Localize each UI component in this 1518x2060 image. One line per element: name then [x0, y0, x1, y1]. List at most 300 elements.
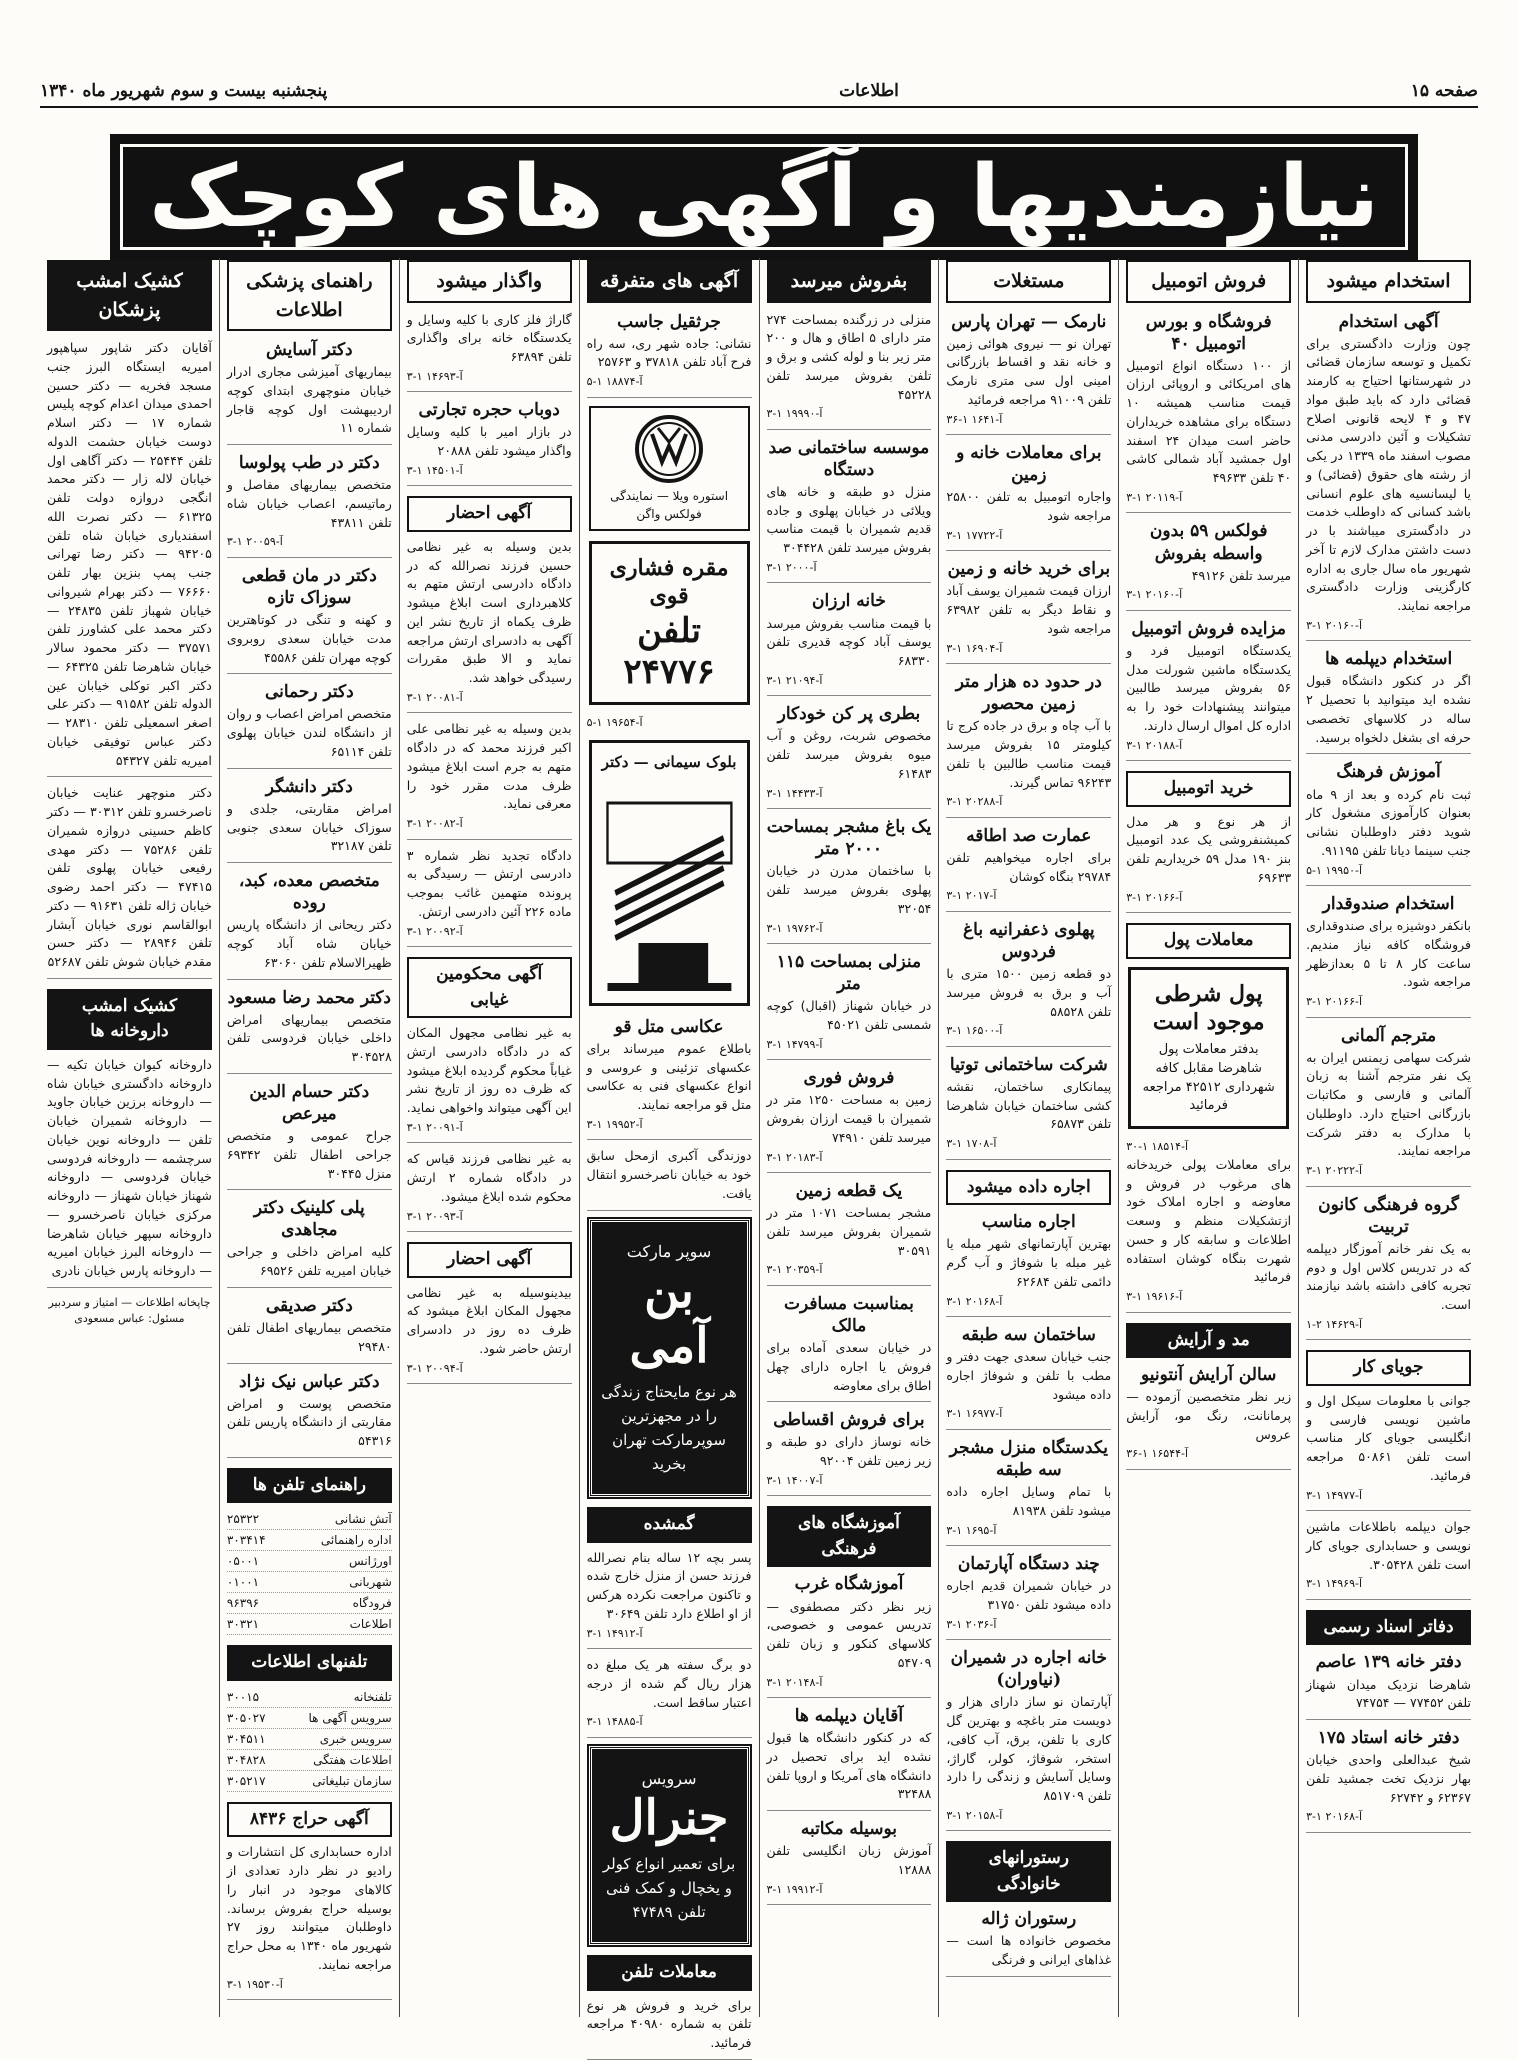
ad-body: با تمام وسایل اجاره داده میشود تلفن ۸۱۹۳۸ [946, 1484, 1112, 1518]
ad-body: و کهنه و تنگی در کوتاهترین مدت خیابان سعدی روبروی کوچه مهران تلفن ۴۵۵۸۶ [226, 612, 392, 665]
classified-ad [1126, 520, 1291, 610]
newspaper-name: اطلاعات [839, 81, 899, 101]
ad-code: آ-۲۰۱۶۰ ۱-۳ [1126, 588, 1183, 602]
classified-ad [587, 311, 752, 398]
ad-body: ثبت نام کرده و بعد از ۹ ماه بعنوان کارآموزی مشغول کار شوید دفتر داوطلبان نشانی جنب سینما دیانا تلفن ۹۱۱۹۵. [1306, 786, 1471, 858]
phone-row [227, 1614, 392, 1635]
ad-body: بیماریهای آمیزشی مجاری ادرار خیابان منوچهری ابتدای کوچه اردیبهشت اول کوچه قاجار شماره ۱۱ [226, 364, 392, 436]
subheader-ettelaat-phones: تلفنهای اطلاعات [227, 1645, 392, 1681]
ad-title: گروه فرهنگی کانون تربیت [1318, 1194, 1459, 1237]
classified-ad [227, 1197, 392, 1288]
ad-body: زیر نظر متخصصین آزموده — پرمانانت، رنگ مو، آرایش عروس [1126, 1389, 1292, 1442]
ad-body: دو برگ سفته هر یک مبلغ ده هزار ریال گم شده از درجه اعتبار ساقط است. [586, 1657, 752, 1710]
ad-body: گاراژ فلز کاری با کلیه وسایل و یکدستگاه خانه برای واگذاری تلفن ۶۳۸۹۴ [406, 311, 572, 364]
ad-body: پیمانکاری ساختمان، نقشه کشی ساختمان خیابان شاهرضا تلفن ۶۵۸۷۳ [946, 1078, 1112, 1132]
ad-body: دکتر ریحانی از دانشگاه پاریس خیابان شاه آباد کوچه ظهیرالاسلام تلفن ۶۳۰۶۰ [226, 917, 392, 970]
ad-title: ساختمان سه طبقه [961, 1325, 1096, 1346]
classified-ad [227, 1843, 392, 2000]
classified-ad [407, 1150, 572, 1232]
ad-code: آ-۱۴۵۰۱ ۱-۳ [406, 463, 463, 477]
ad-body: مخصوص خانواده ها است — غذاهای ایرانی و فرنگی [946, 1933, 1112, 1968]
ad-code: آ-۲۰۲۲۲ ۱-۳ [1306, 1164, 1363, 1178]
classified-ad [407, 311, 572, 393]
phone-name: اطلاعات [349, 1617, 392, 1632]
ad-title: چند دستگاه آپارتمان [957, 1554, 1100, 1575]
classified-ad [227, 1081, 392, 1190]
money-box-code: آ-۱۸۵۱۴ ۱-۳۰ [1126, 1140, 1189, 1154]
phone-row [227, 1729, 392, 1750]
ad-code: آ-۲۰۱۸۳ ۱-۳ [766, 1150, 823, 1164]
ad-code: آ-۱۴۹۷۷ ۱-۳ [1306, 1488, 1363, 1502]
ad-body: که در کنکور دانشگاه ها قبول نشده اید برای تحصیل در دانشگاه های آمریکا و اروپا تلفن ۳۲۴۸۸ [766, 1730, 932, 1802]
classified-ad [946, 1437, 1111, 1546]
classified-ad [946, 1553, 1111, 1640]
ad-body: داروخانه کیوان خیابان تکیه — داروخانه دادگستری خیابان شاه — داروخانه برزین خیابان جاوید — داروخانه شمیران خیابان تلفن — داروخانه نوین خیابان سرچشمه — داروخانه فردوسی خیابان فردوسی — داروخانه شهناز خیابان شهناز — داروخانه مرکزی خیابان ناصرخسرو — داروخانه سپهر خیابان شاهرضا — داروخانه البرز خیابان امیریه — داروخانه پارس خیابان نادری [47, 1056, 212, 1278]
ad-code: آ-۲۰۱۸۸ ۱-۳ [1126, 738, 1183, 752]
lost-ads [587, 1549, 752, 1738]
graphic-caption: بلوک سیمانی — دکتر [601, 752, 737, 771]
ad-body: در خیابان سعدی آماده برای فروش یا اجاره دارای چهل اطاق برای معاوضه [766, 1340, 932, 1393]
ad-code: آ-۱۶۹۰۴ ۱-۳ [946, 641, 1003, 655]
classified-ad [1306, 893, 1471, 1018]
phone-number: ۳۰۴۸۲۸ [226, 1752, 266, 1767]
subheader-summons-2: آگهی احضار [407, 1242, 572, 1278]
classified-ad [47, 339, 212, 777]
ad-title: جرثقیل جاسب [617, 311, 721, 332]
classified-ad [767, 1705, 932, 1811]
on-duty-pharmacy-ads [47, 1056, 212, 1288]
classifieds-masthead [110, 134, 1418, 260]
ad-title: دکتر رحمانی [264, 682, 354, 703]
on-duty-doctor-ads [47, 339, 212, 979]
ad-code: آ-۱۹۵۳۰ ۱-۳ [226, 1977, 283, 1991]
subheader-auction: آگهی حراج ۸۴۳۶ [227, 1802, 392, 1838]
money-box-line3: بدفتر معاملات پول شاهرضا مقابل کافه شهرداری ۴۲۵۱۲ مراجعه فرمائید [1142, 1041, 1275, 1114]
ettelaat-phone-list [227, 1687, 392, 1792]
column-on-duty [40, 258, 219, 2017]
ad-body: جراح عمومی و متخصص جراحی اطفال تلفن ۶۹۳۴۲ منزل ۳۰۴۴۵ [226, 1128, 392, 1181]
classified-ad [946, 1211, 1111, 1317]
ad-code: آ-۱۴۴۳۳ ۱-۳ [766, 786, 823, 800]
ad-body: میرسد تلفن ۴۹۱۲۶ [1191, 567, 1292, 583]
subheader-lost: گمشده [587, 1507, 752, 1543]
ad-body: متخصص پوست و امراض مقاربتی از دانشگاه پاریس تلفن ۵۴۳۱۶ [226, 1395, 392, 1449]
ad-code: آ-۲۰۱۶۶ ۱-۳ [1126, 890, 1183, 904]
ad-body: یکدستگاه اتومبیل فرد و یکدستگاه ماشین شورلت مدل ۵۶ بفروش میرسد طالبین میتوانند پیشنهادات خود را به اداره کل اموال ارسال دارند. [1126, 642, 1292, 733]
phone-row [227, 1750, 392, 1771]
ad-title: عمارت صد اطاقه [966, 825, 1092, 846]
column-real-estate [938, 258, 1118, 2017]
ad-title: پهلوی ذعفرانیه باغ فردوس [963, 919, 1095, 962]
ad-code: آ-۱۴۶۹۳ ۱-۳ [406, 369, 463, 383]
car-ads [1126, 311, 1291, 762]
phone-row [227, 1708, 392, 1729]
classified-ad [407, 1284, 572, 1385]
ad-title: برای خرید خانه و زمین [947, 559, 1111, 580]
columns-container [40, 258, 1478, 2051]
ad-body: خانه نوساز دارای دو طبقه و زیر زمین تلفن ۹۲۰۰۴ [766, 1434, 932, 1469]
ad-title: منزلی بمساحت ۱۱۵ متر [776, 952, 922, 995]
ad-body: پسر بچه ۱۲ ساله بنام نصرالله فرزند حسن از منزل خارج شده و تاکنون مراجعت نکرده هرکس از او اطلاع دارد تلفن ۳۰۶۴۹ [586, 1549, 752, 1621]
phone-number: ۳۰۳۴۱۴ [226, 1533, 266, 1548]
classified-ad [407, 720, 572, 839]
ad-body: با آب چاه و برق در جاده کرج تا کیلومتر ۱۵ بفروش میرسد قیمت مناسب طالبین با تلفن ۹۶۲۴۳ تماس گیرند. [946, 718, 1112, 790]
ad-title: اجاره مناسب [981, 1212, 1076, 1233]
restaurant-ads [946, 1908, 1111, 1977]
ad-code: آ-۲۰۰۹۳ ۱-۳ [406, 1209, 463, 1223]
ad-body: برای خرید و فروش هر نوع تلفن به شماره ۴۰۹۸۰ مراجعه فرمائید. [586, 1997, 752, 2051]
ad-body: به غیر نظامی مجهول المکان که در دادگاه دادرسی ارتش غیاباً محکوم گردیده ابلاغ میشود که ظرف ده روز از تاریخ نشر این آگهی میتواند واخواهی نماید. [406, 1025, 572, 1116]
classified-ad [1306, 648, 1471, 754]
classified-ad [227, 681, 392, 768]
ad-title: آقایان دیپلمه ها [794, 1706, 904, 1727]
employment-ads [1306, 311, 1471, 1341]
ad-code: آ-۲۰۰۰ ۱-۳ [766, 560, 817, 574]
ad-title: نارمک — تهران پارس [951, 311, 1107, 332]
phone-name: سازمان تبلیغاتی [312, 1773, 392, 1788]
classified-ad [946, 442, 1111, 551]
phone-row [227, 1509, 392, 1530]
ad-body: به غیر نظامی فرزند قیاس که در دادگاه شماره ۲ ارتش محکوم شده ابلاغ میشود. [406, 1151, 572, 1204]
press-ad-line2: تلفن ۲۴۷۷۶ [623, 610, 715, 692]
imprint-line: چاپخانه اطلاعات — امتیاز و سردبیر مسئول: عباس مسعودی [48, 1295, 211, 1326]
classified-ad [1306, 761, 1471, 886]
classified-ad [946, 311, 1111, 436]
ad-code: آ-۲۰۱۱۹ ۱-۳ [1126, 490, 1183, 504]
money-box-ad [1128, 967, 1289, 1130]
subheader-notary-offices: دفاتر اسناد رسمی [1306, 1610, 1471, 1646]
ad-body: متخصص بیماریهای امراض داخلی خیابان فردوسی تلفن ۳۰۴۵۲۸ [226, 1011, 392, 1065]
phone-name: آتش نشانی [334, 1512, 392, 1527]
classified-ad [1306, 1194, 1471, 1341]
ad-title: دکتر عباس نیک نژاد [239, 1371, 380, 1392]
car-buy-ads [1126, 813, 1291, 914]
cement-block-graphic-ad [589, 740, 750, 1006]
ad-code: آ-۱۶۹۷۷ ۱-۳ [946, 1407, 1003, 1421]
ad-title: یک قطعه زمین [795, 1181, 903, 1202]
classified-ad [946, 1054, 1111, 1160]
phone-guide-list [227, 1509, 392, 1635]
classified-ad [946, 825, 1111, 912]
column-header-employment: استخدام میشود [1306, 260, 1471, 303]
ad-body: متخصص بیماریهای مفاصل و رماتیسم، اعصاب خیابان شاه تلفن ۴۳۸۱۱ [226, 477, 392, 530]
classified-ad [407, 399, 572, 486]
subheader-condemned: آگهی محکومین غیابی [407, 957, 572, 1018]
ad-code: آ-۲۱۰۹۴ ۱-۳ [766, 673, 823, 687]
ad-body: زیر نظر دکتر مصطفوی — تدریس عمومی و خصوصی، کلاسهای کنکور و زبان تلفن ۵۴۷۰۹ [766, 1598, 932, 1670]
ad-code: آ-۱۸۸۷۴ ۱-۵ [586, 375, 643, 389]
classified-ad [946, 1908, 1111, 1977]
phone-number: ۲۵۳۲۲ [226, 1512, 260, 1527]
ad-body: با قیمت مناسب بفروش میرسد یوسف آباد کوچه قدیری تلفن ۶۸۳۳۰ [766, 615, 932, 669]
classified-ad [407, 1024, 572, 1143]
ad-body: بیدینوسیله به غیر نظامی مجهول المکان ابلاغ میشود که ظرف ده روز در دادسرای ارتش حاضر شود. [406, 1284, 572, 1356]
ad-code: آ-۱۴۷۹۹ ۱-۳ [766, 1037, 823, 1051]
classified-ad [587, 1549, 752, 1650]
general-service-line1: سرویس [641, 1768, 697, 1788]
misc-ads-2 [587, 1016, 752, 1211]
ad-title: موسسه ساختمانی صد دستگاه [768, 437, 930, 480]
money-ad-2-code: آ-۱۹۶۱۶ ۱-۳ [1126, 1290, 1183, 1304]
ad-body: جنب خیابان سعدی جهت دفتر و مطب با تلفن و شوفاژ اجاره داده میشود [946, 1349, 1112, 1402]
ad-title: دکتر حسام الدین میرعص [249, 1081, 370, 1124]
misc-ads [587, 311, 752, 398]
ad-title: بوسیله مکاتبه [800, 1819, 898, 1840]
subheader-phone-guide: راهنمای تلفن ها [227, 1468, 392, 1504]
subheader-job-seekers: جویای کار [1306, 1350, 1471, 1386]
vw-caption: استوره ویلا — نمایندگی فولکس واگن [610, 488, 729, 521]
ad-body: مشجر بمساحت ۱۰۷۱ متر در شمیران بفروش میرسد تلفن ۳۰۵۹۱ [766, 1205, 932, 1258]
ad-code: آ-۱۴۹۶۹ ۱-۳ [1306, 1577, 1363, 1591]
subheader-summons: آگهی احضار [407, 496, 572, 532]
classified-ad [587, 1147, 752, 1210]
ad-body: اداره حسابداری کل انتشارات و رادیو در نظر دارد تعدادی از کالاهای موجود در انبار را بوسیله حراج بفروش برساند. داوطلبان میتوانند روز ۲۷ شهریور ماه ۱۳۴۰ به محل حراج مراجعه نمایند. [226, 1844, 392, 1972]
subheader-on-duty-pharmacies: کشیک امشب داروخانه ها [47, 989, 212, 1050]
press-ad-code: آ-۱۹۶۵۴ ۱-۵ [586, 716, 643, 730]
classified-ad [1126, 1364, 1291, 1470]
ad-code: آ-۲۰۱۶۸ ۱-۳ [946, 1294, 1003, 1308]
school-ads [767, 1573, 932, 1905]
classified-ad [767, 1180, 932, 1286]
ad-code: آ-۲۰۲۸۸ ۱-۳ [946, 795, 1003, 809]
doctor-ads [227, 339, 392, 1458]
ad-title: مزایده فروش اتومبیل [1131, 618, 1286, 639]
ad-body: باطلاع عموم میرساند برای عکسهای تزئینی و عروسی و انواع عکسهای فنی به عکاسی متل قو مراجعه نمایند. [586, 1040, 752, 1113]
ad-code: آ-۱۶۴۱ ۱-۳۶ [946, 412, 1003, 426]
phone-row [227, 1593, 392, 1614]
column-header-cars: فروش اتومبیل [1126, 260, 1291, 303]
ad-title: برای فروش اقساطی [773, 1410, 925, 1431]
phone-row [227, 1687, 392, 1708]
classified-ad [47, 784, 212, 979]
ad-code: آ-۲۰۱۵۸ ۱-۳ [946, 1808, 1003, 1822]
subheader-money-deals: معاملات پول [1126, 923, 1291, 959]
phone-number: ۳۰۳۲۱ [226, 1617, 260, 1632]
issue-date: پنجشنبه بیست و سوم شهریور ماه ۱۳۴۰ [40, 81, 328, 101]
ad-title: استخدام صندوقدار [1322, 894, 1455, 915]
classified-ad [227, 565, 392, 674]
ad-code: آ-۲۰۰۹۲ ۱-۳ [406, 924, 463, 938]
ad-body: به یک نفر خانم آموزگار دیپلمه که در تدریس کلاس اول و دوم تجربه کافی داشته باشد نیازمند است. [1306, 1240, 1471, 1313]
supermarket-line2: بن آمی [629, 1262, 709, 1374]
ad-code: آ-۲۰۱۶۶ ۱-۳ [1306, 995, 1363, 1009]
classified-ad [767, 1409, 932, 1496]
ad-title: آموزش فرهنگ [1336, 762, 1441, 783]
column-header-transfers: واگذار میشود [407, 260, 572, 303]
classified-ad [47, 1056, 212, 1288]
ad-body: در خیابان شمیران قدیم اجاره داده میشود تلفن ۳۱۷۵۰ [946, 1578, 1112, 1612]
ad-title: دکتر محمد رضا مسعود [227, 987, 392, 1008]
classified-ad [767, 703, 932, 809]
classified-ad [1306, 1392, 1471, 1511]
ad-title: آگهی استخدام [1338, 311, 1439, 332]
ad-code: آ-۱۶۵۴۴ ۱-۳۶ [1126, 1447, 1189, 1461]
ad-body: شرکت سهامی زیمنس ایران به یک نفر مترجم آشنا به زبان آلمانی و فارسی و مکاتبات بازرگانی احتیاج دارد. داوطلبان با مدارک به دفتر شرکت مراجعه نمایند. [1306, 1049, 1471, 1159]
classified-ad [767, 311, 932, 430]
phone-number: ۰۵۰۰۱ [226, 1554, 260, 1569]
ad-title: استخدام دیپلمه ها [1324, 649, 1453, 670]
classified-ad [946, 919, 1111, 1047]
ad-title: پلی کلینیک دکتر مجاهدی [253, 1198, 365, 1241]
column-header-medical-guide: راهنمای پزشکی اطلاعات [227, 260, 392, 331]
classified-ad [227, 1371, 392, 1458]
ad-code: آ-۲۰۰۸۱ ۱-۳ [406, 690, 463, 704]
ad-title: رستوران ژاله [981, 1909, 1077, 1930]
ad-title: دکتر دانشگر [265, 776, 353, 797]
ad-body: از هر نوع و هر مدل کمیشنفروشی یک عدد اتومبیل بنز ۱۹۰ مدل ۵۹ خریداریم تلفن ۶۹۶۳۳ [1126, 813, 1292, 885]
ad-code: آ-۱۴۹۱۲ ۱-۳ [586, 1626, 643, 1640]
subheader-restaurants: رستورانهای خانوادگی [946, 1841, 1111, 1902]
ad-body: برای اجاره میخواهیم تلفن ۲۹۷۸۴ بنگاه کوشان [946, 849, 1112, 884]
ad-code: آ-۲۰۰۸۲ ۱-۳ [406, 817, 463, 831]
ad-code: آ-۲۰۱۴۸ ۱-۳ [766, 1675, 823, 1689]
column-transfers [399, 258, 579, 2017]
ad-title: دکتر آسایش [265, 340, 353, 360]
ad-title: خانه ارزان [812, 591, 886, 612]
phone-name: اداره راهنمائی [320, 1533, 392, 1548]
phone-row [227, 1572, 392, 1593]
column-misc [579, 258, 759, 2051]
column-header-on-duty-doctors: کشیک امشب پزشکان [47, 260, 212, 331]
classified-ad [767, 1067, 932, 1173]
transfer-ads [407, 311, 572, 487]
ad-body: زمین به مساحت ۱۲۵۰ متر در شمیران با قیمت ارزان بفروش میرسد تلفن ۷۴۹۱۰ [766, 1092, 932, 1145]
ad-code: آ-۱۶۹۵ ۱-۳ [946, 1523, 997, 1537]
ad-title: دکتر در مان قطعی سوزاک تازه [241, 565, 377, 609]
column-header-for-sale: بفروش میرسد [767, 260, 932, 303]
ad-title: فولکس ۵۹ بدون واسطه بفروش [1149, 521, 1268, 564]
ad-code: آ-۲۰۳۶ ۱-۳ [946, 1617, 997, 1631]
classified-ad [1306, 1025, 1471, 1187]
phone-row [227, 1530, 392, 1551]
summons-ads [407, 538, 572, 947]
ad-code: آ-۲۰۱۷ ۱-۳ [946, 889, 997, 903]
subheader-for-rent: اجاره داده میشود [946, 1170, 1111, 1206]
ad-code: آ-۱۴۰۰۷ ۱-۳ [766, 1473, 823, 1487]
press-ad-line1: مقره فشاری قوی [609, 554, 729, 610]
ad-code: آ-۲۰۰۹۱ ۱-۳ [406, 1120, 463, 1134]
page-number: صفحه ۱۵ [1410, 81, 1478, 101]
ad-body: تهران نو — نیروی هوائی زمین و خانه نقد و اقساط بازرگانی امینی اول سی متری نارمک تلفن ۹۱۰۰۹ مراجعه فرمائید [946, 335, 1112, 407]
classified-ad [227, 870, 392, 979]
phone-name: سرویس خبری [319, 1731, 392, 1746]
ad-title: یک باغ مشجر بمساحت ۲۰۰۰ متر [766, 817, 932, 860]
ad-body: دادگاه تجدید نظر شماره ۳ دادرسی ارتش — رسیدگی به پرونده متهمین غائب بموجب ماده ۲۲۶ آئین دادرسی ارتش. [406, 847, 572, 919]
condemned-ads [407, 1024, 572, 1232]
ad-code: آ-۲۰۱۶۰ ۱-۳ [1306, 618, 1363, 632]
phone-name: تلفنخانه [353, 1689, 392, 1704]
ad-title: آموزشگاه غرب [794, 1574, 904, 1595]
classified-ad [227, 1295, 392, 1364]
notary-office-ads [1306, 1651, 1471, 1832]
ad-code: آ-۲۰۳۵۹ ۱-۳ [766, 1263, 823, 1277]
ad-title: شرکت ساختمانی توتیا [949, 1054, 1108, 1075]
ad-body: جوانی با معلومات سیکل اول و ماشین نویسی فارسی و انگلیسی جویای کار مناسب است تلفن ۵۰۸۶۱ مراجعه فرمائید. [1306, 1392, 1472, 1483]
classified-ad [227, 776, 392, 863]
supermarket-line1: سوپر مارکت [626, 1241, 712, 1261]
column-medical-guide [219, 258, 399, 2017]
supermarket-line3: هر نوع مایحتاج زندگی را در مجهزترین سوپرمارکت تهران بخرید [601, 1383, 737, 1474]
ad-code: آ-۱۹۹۵۲ ۱-۳ [586, 1117, 643, 1131]
ad-title: برای معاملات خانه و زمین [956, 443, 1102, 486]
ad-body: اگر در کنکور دانشگاه قبول نشده اید میتوانید با تحصیل ۲ ساله در کلاسهای تخصصی حرفه ای بشغل دلخواه برسید. [1306, 673, 1471, 745]
ad-title: فروشگاه و بورس اتومبیل ۴۰ [1145, 311, 1272, 354]
classified-ad [1306, 1727, 1471, 1833]
vw-logo-icon [634, 414, 704, 484]
ad-body: آقایان دکتر شاپور سپاهپور امیریه ایستگاه البرز جنب مسجد فخریه — دکتر حسین احمدی میدان اعدام کوچه پلیس شماره ۱۷ — دکتر اسلام دوست خیابان حشمت الدوله تلفن ۲۵۴۴۴ — دکتر آگاهی اول خیابان لاله زار — دکتر محمد انگجی دروازه دولت تلفن ۶۱۳۲۵ — دکتر نصرت الله اسفندیاری خیابان شاه تلفن ۹۴۲۰۵ — دکتر رضا تهرانی جنب پمپ بنزین بهار تلفن ۷۶۶۶۰ — دکتر بهرام شیروانی خیابان شهباز تلفن ۲۴۸۳۵ — دکتر محمد علی کشاورز تلفن ۳۷۵۷۱ — دکتر محمود سالار خیابان شاهرضا تلفن ۶۴۳۲۵ — دکتر اکبر توکلی خیابان عین الدوله تلفن ۹۱۵۸۲ — دکتر علی اصغر اسمعیلی تلفن ۲۸۳۱۰ — دکتر عباس توفیقی خیابان امیریه تلفن ۵۴۳۲۷ [47, 340, 212, 768]
classified-ad [946, 558, 1111, 664]
building-illustration [592, 743, 747, 1003]
beauty-ads [1126, 1364, 1291, 1470]
ad-body: بدین وسیله به غیر نظامی علی اکبر فرزند محمد که در دادگاه متهم به جرم است ابلاغ میشود ظرف مدت مقرر خود را معرفی نماید. [406, 721, 572, 812]
ad-title: در حدود ده هزار متر زمین محصور [955, 672, 1102, 715]
classified-ad [1126, 618, 1291, 761]
classified-ad [1126, 311, 1291, 514]
classified-ad [227, 339, 392, 445]
phone-name: فرودگاه [352, 1596, 392, 1611]
ad-code: آ-۱۹۹۹۰ ۱-۳ [766, 407, 823, 421]
column-cars [1118, 258, 1298, 2017]
ad-body: دو قطعه زمین ۱۵۰۰ متری با آب و برق به فروش میرسد تلفن ۵۸۵۲۸ [946, 966, 1112, 1019]
auction-ads [227, 1843, 392, 2000]
ad-title: فروش فوری [803, 1068, 895, 1089]
classified-ad [407, 847, 572, 948]
general-service-line2: جنرال [609, 1789, 729, 1846]
real-estate-ads [946, 311, 1111, 1160]
ad-code: آ-۱۶۵۰۰ ۱-۳ [946, 1024, 1003, 1038]
ad-code: آ-۱۹۹۱۲ ۱-۳ [766, 1882, 823, 1896]
money-ad-2 [1126, 1156, 1291, 1313]
ad-title: یکدستگاه منزل مشجر سه طبقه [949, 1437, 1108, 1480]
column-header-misc: آگهی های متفرقه [587, 260, 752, 303]
ad-body: بانکفر دوشیزه برای صندوقداری فروشگاه کافه نیاز مندیم. ساعت کار ۸ تا ۵ بعدازظهر مراجعه شود. [1306, 918, 1471, 990]
ad-body: بدین وسیله به غیر نظامی حسین فرزند نصرالله که در دادگاه دادرسی ارتش متهم به کلاهبرداری است ابلاغ میشود ظرف یکماه از تاریخ نشر این آگهی به دادسرای ارتش مراجعه نماید و الا طبق مقررات رسیدگی خواهد شد. [406, 538, 572, 686]
classified-ad [946, 1324, 1111, 1430]
money-box-line1: پول شرطی [1154, 980, 1263, 1007]
ad-code: آ-۱۴۶۲۹ ۲-۱ [1306, 1317, 1363, 1331]
subheader-schools: آموزشگاه های فرهنگی [767, 1506, 932, 1567]
ad-title: دفتر خانه استاد ۱۷۵ [1317, 1728, 1460, 1748]
classified-ad [227, 987, 392, 1074]
classified-ad [767, 816, 932, 944]
classified-ad [767, 1293, 932, 1402]
classified-ad [587, 1997, 752, 2060]
ad-title: دکتر در طب پولوسا [238, 453, 380, 474]
classified-ad [227, 452, 392, 558]
ad-body: در خیابان شهناز (اقبال) کوچه شمسی تلفن ۴۵۰۲۱ [766, 998, 932, 1032]
ad-title: عکاسی متل قو [614, 1016, 724, 1037]
phone-number: ۰۱۰۰۱ [226, 1575, 260, 1590]
for-rent-ads [946, 1211, 1111, 1831]
ad-title: خانه اجاره در شمیران (نیاوران) [950, 1648, 1107, 1691]
classified-ad [587, 1016, 752, 1141]
job-seeker-ads [1306, 1392, 1471, 1600]
ad-code: آ-۱۴۸۸۵ ۱-۳ [586, 1715, 643, 1729]
ad-body: آپارتمان نو ساز دارای هزار و دویست متر باغچه و بهترین گل کاری با تلفن، برق، آب کافی، استخر، شوفاژ، کولر، گاراژ، وسایل آسایش و زندگی را دارد تلفن ۸۵۱۷۰۹ [946, 1694, 1112, 1804]
ad-body: بهترین آپارتمانهای شهر مبله یا غیر مبله با شوفاژ و آب گرم دائمی تلفن ۶۲۶۸۴ [946, 1236, 1112, 1289]
ad-body: آموزش زبان انگلیسی تلفن ۱۲۸۸۸ [766, 1843, 932, 1877]
phone-number: ۳۰۴۵۱۱ [226, 1731, 266, 1746]
phone-deal-ads [587, 1997, 752, 2060]
classified-ad [1126, 813, 1291, 914]
phone-name: اورژانس [349, 1554, 392, 1569]
phone-number: ۳۰۵۲۱۷ [226, 1773, 266, 1788]
phone-name: شهربانی [349, 1575, 392, 1590]
ad-body: متخصص امراض اعصاب و روان از دانشگاه لندن خیابان پهلوی تلفن ۶۵۱۱۴ [226, 706, 392, 759]
ad-title: دوباب حجره تجارتی [418, 400, 560, 421]
ad-code: آ-۲۰۱۶۸ ۱-۳ [1306, 1810, 1363, 1824]
money-box-line2: موجود است [1152, 1009, 1265, 1036]
